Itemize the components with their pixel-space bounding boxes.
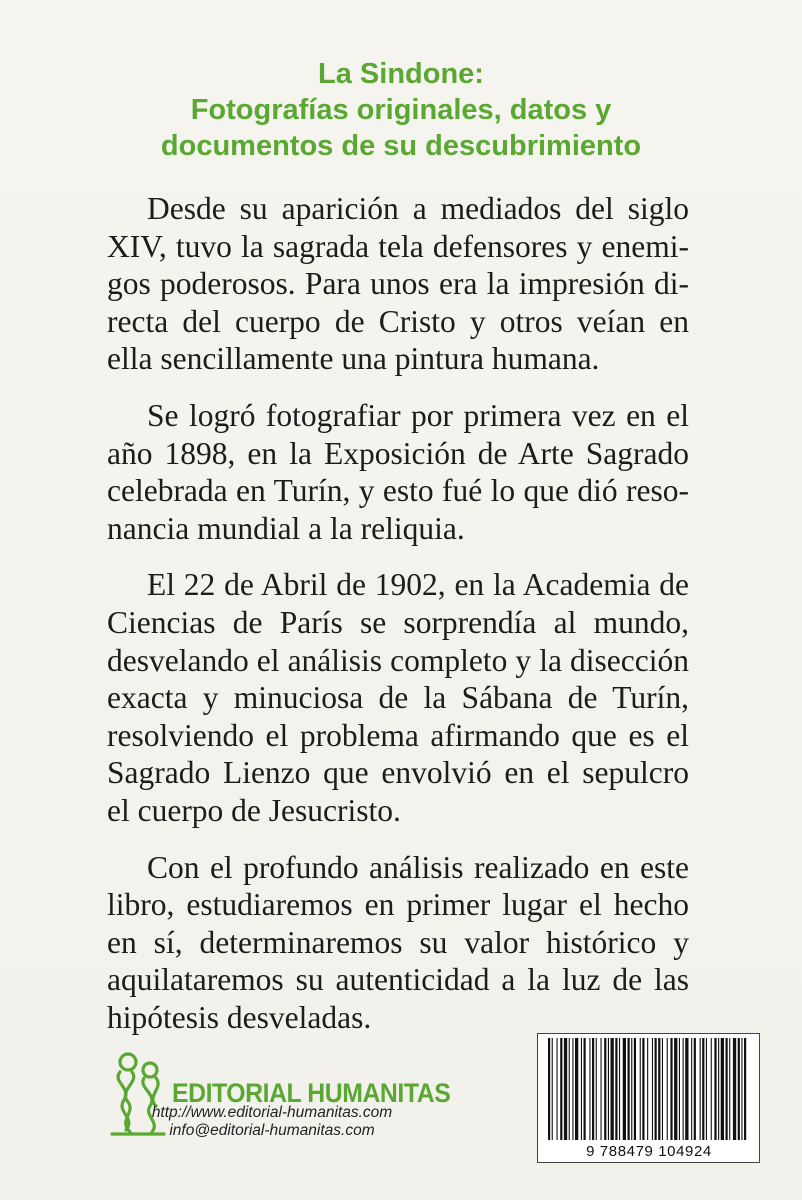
- isbn-number: 9 788479 104924: [586, 1143, 712, 1160]
- paragraph-3: El 22 de Abril de 1902, en la Academia de Ciencias de París se sorprendía al mundo, desvelando el análisis completo y la disección exacta y minuciosa de la Sábana de Turín, resolviendo el problema afirmando que es el Sagrado Lienzo que envolvió en el sepulcro el cuerpo de Jesucristo.: [107, 567, 689, 828]
- paragraph-2: Se logró fotografiar por primera vez en el año 1898, en la Exposición de Arte Sagrado celebrada en Turín, y esto fué lo que dió resonancia mundial a la reliquia.: [107, 397, 689, 546]
- title-line-3: documentos de su descubrimiento: [160, 130, 642, 162]
- isbn-barcode: [537, 1033, 760, 1163]
- paragraph-1: Desde su aparición a mediados del siglo XIV, tuvo la sagrada tela defensores y enemigos poderosos. Para unos era la impresión directa del cuerpo de Cristo y otros veían en ella sencillamente una pintura humana.: [107, 191, 689, 377]
- cover-title: [40, 56, 762, 164]
- publisher-website-link[interactable]: http://www.editorial-humanitas.com: [151, 1104, 393, 1121]
- title-line-1: La Sindone:: [318, 58, 484, 90]
- barcode-icon: [546, 1038, 752, 1140]
- synopsis: [107, 190, 689, 1055]
- title-line-2: Fotografías originales, datos y: [190, 94, 612, 126]
- publisher-contact: [112, 1104, 432, 1140]
- paragraph-4: Con el profundo análisis realizado en este libro, estudiaremos en primer lugar el hecho en sí, determinaremos su valor histórico y aquilataremos su autenticidad a la luz de las hipótesis desveladas.: [107, 849, 689, 1035]
- publisher-email-link[interactable]: info@editorial-humanitas.com: [169, 1122, 375, 1139]
- publisher-name: EDITORIAL HUMANITAS: [172, 1078, 451, 1108]
